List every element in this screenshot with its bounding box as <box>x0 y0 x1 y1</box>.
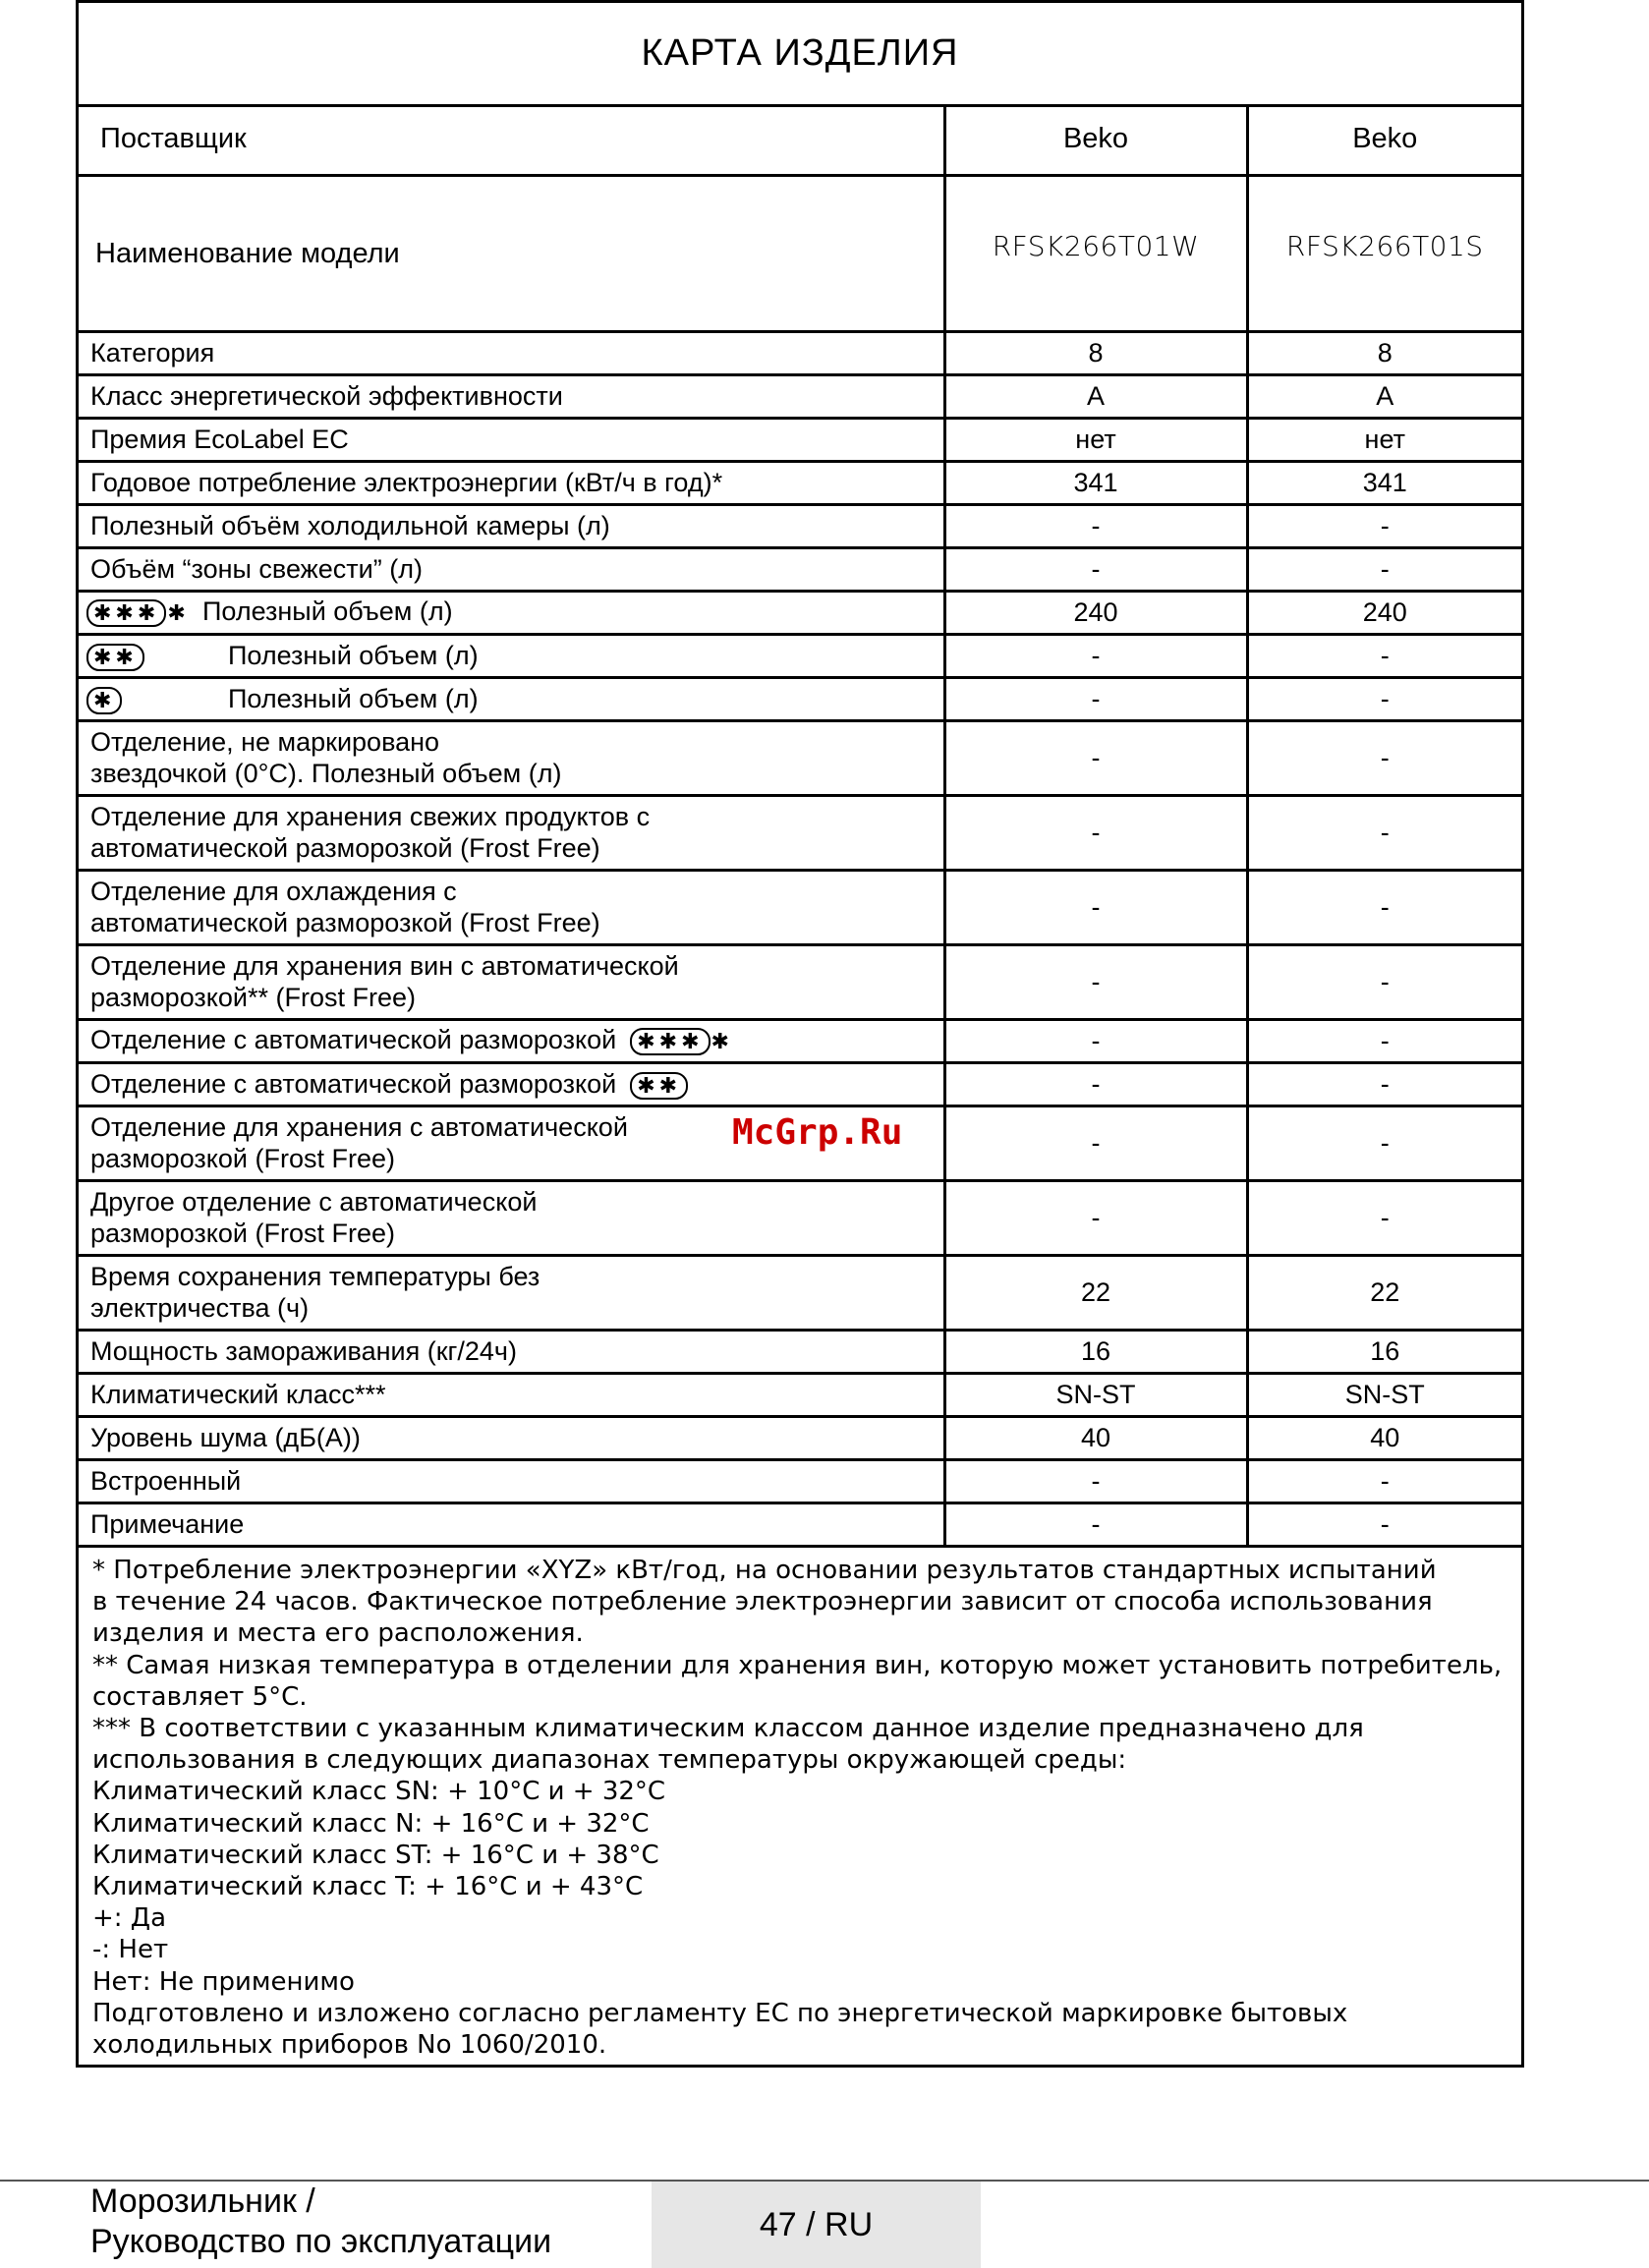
spec-value: - <box>1247 720 1521 795</box>
spec-value: SN-ST <box>944 1373 1247 1416</box>
spec-value: - <box>1247 1106 1521 1180</box>
spec-value: - <box>944 1106 1247 1180</box>
spec-label: Полезный объём холодильной камеры (л) <box>90 511 610 540</box>
star-tail-icon: ✱ <box>711 1028 729 1053</box>
spec-row <box>79 1255 1521 1330</box>
model-label: Наименование модели <box>79 175 944 331</box>
spec-value: - <box>944 1503 1247 1546</box>
product-card <box>76 0 1524 2068</box>
supplier-row <box>79 104 1521 175</box>
spec-value: 22 <box>1247 1255 1521 1330</box>
spec-label-cell <box>79 1062 944 1106</box>
spec-row <box>79 374 1521 418</box>
footnote-line: Климатический класс T: + 16°C и + 43°C <box>92 1872 644 1902</box>
spec-value: A <box>944 374 1247 418</box>
freezer-star-icon <box>86 683 189 714</box>
spec-label-cell <box>79 1255 944 1330</box>
spec-row <box>79 795 1521 870</box>
spec-label: Отделение для хранения с автоматической разморозкой (Frost Free) <box>90 1112 628 1173</box>
spec-row <box>79 1503 1521 1546</box>
spec-value: 8 <box>944 331 1247 374</box>
spec-label-cell <box>79 591 944 634</box>
spec-value: - <box>1247 870 1521 944</box>
spec-row <box>79 1330 1521 1373</box>
spec-label-cell <box>79 795 944 870</box>
page-number: 47 / RU <box>652 2182 981 2268</box>
spec-label-cell <box>79 504 944 547</box>
spec-row <box>79 1373 1521 1416</box>
spec-value: нет <box>944 418 1247 461</box>
spec-label-cell <box>79 944 944 1019</box>
spec-label: Отделение для хранения вин с автоматической разморозкой** (Frost Free) <box>90 951 679 1012</box>
spec-row <box>79 1062 1521 1106</box>
spec-value: - <box>1247 634 1521 677</box>
spec-label-cell <box>79 870 944 944</box>
spec-value: - <box>944 795 1247 870</box>
star-rating-icon: ✱✱ <box>86 644 144 671</box>
spec-label-cell <box>79 1503 944 1546</box>
supplier-value: Beko <box>944 104 1247 175</box>
spec-value: - <box>1247 944 1521 1019</box>
spec-label: Другое отделение с автоматической разморозкой (Frost Free) <box>90 1187 538 1248</box>
spec-label: Встроенный <box>90 1466 242 1496</box>
freezer-star-icon <box>86 640 189 671</box>
spec-row <box>79 418 1521 461</box>
card-title: КАРТА ИЗДЕЛИЯ <box>79 3 1521 107</box>
star-rating-icon: ✱✱ <box>630 1072 688 1100</box>
footnote-line: ** Самая низкая температура в отделении для хранения вин, которую может установить потребитель, <box>92 1650 1503 1680</box>
spec-row <box>79 677 1521 720</box>
spec-row <box>79 944 1521 1019</box>
spec-value: - <box>944 1180 1247 1255</box>
spec-label: Время сохранения температуры без электричества (ч) <box>90 1262 540 1323</box>
spec-label-cell <box>79 634 944 677</box>
spec-value: 22 <box>944 1255 1247 1330</box>
footer-line-1: Морозильник / <box>90 2183 315 2220</box>
footnote-line: *** В соответствии с указанным климатическим классом данное изделие предназначено для <box>92 1714 1364 1744</box>
spec-label-cell <box>79 1373 944 1416</box>
spec-label: Годовое потребление электроэнергии (кВт/ч в год)* <box>90 468 723 497</box>
freezer-star-icon <box>630 1069 688 1099</box>
spec-label-cell <box>79 677 944 720</box>
star-tail-icon: ✱ <box>167 599 186 625</box>
spec-label: Класс энергетической эффективности <box>90 381 563 411</box>
footnote-line: Климатический класс ST: + 16°C и + 38°C <box>92 1840 659 1870</box>
spec-row <box>79 1180 1521 1255</box>
spec-value: - <box>944 1459 1247 1503</box>
spec-value: - <box>944 547 1247 591</box>
spec-label-cell <box>79 1459 944 1503</box>
supplier-label: Поставщик <box>79 104 944 175</box>
footnote-line: Климатический класс SN: + 10°C и + 32°C <box>92 1777 666 1807</box>
footnote-line: в течение 24 часов. Фактическое потребление электроэнергии зависит от способа использования <box>92 1587 1433 1617</box>
spec-value: - <box>1247 547 1521 591</box>
footer-line-2: Руководство по эксплуатации <box>90 2223 552 2260</box>
spec-row <box>79 547 1521 591</box>
spec-value: - <box>1247 504 1521 547</box>
footnotes <box>79 1545 1521 2061</box>
spec-row <box>79 634 1521 677</box>
footnote-line: Нет: Не применимо <box>92 1966 355 1997</box>
spec-label: Отделение для хранения свежих продуктов с автоматической разморозкой (Frost Free) <box>90 802 651 863</box>
spec-value: 240 <box>944 591 1247 634</box>
spec-label: Уровень шума (дБ(A)) <box>90 1423 361 1452</box>
footnote-line: * Потребление электроэнергии «XYZ» кВт/год, на основании результатов стандартных испытаний <box>92 1556 1437 1585</box>
spec-label-cell <box>79 418 944 461</box>
spec-label-cell <box>79 374 944 418</box>
spec-value: - <box>1247 1019 1521 1062</box>
spec-value: нет <box>1247 418 1521 461</box>
spec-row <box>79 870 1521 944</box>
spec-value: 40 <box>1247 1416 1521 1459</box>
spec-label: Полезный объем (л) <box>202 596 453 627</box>
spec-value: - <box>1247 677 1521 720</box>
spec-table <box>79 104 1521 1548</box>
spec-value: - <box>944 1019 1247 1062</box>
spec-label-cell <box>79 1330 944 1373</box>
spec-value: 40 <box>944 1416 1247 1459</box>
footnote-line: Подготовлено и изложено согласно регламенту ЕС по энергетической маркировке бытовых <box>92 1998 1348 2028</box>
spec-value: 8 <box>1247 331 1521 374</box>
spec-label-cell <box>79 331 944 374</box>
spec-value: - <box>1247 1062 1521 1106</box>
star-rating-icon: ✱✱✱ <box>630 1028 710 1055</box>
footnote-line: холодильных приборов No 1060/2010. <box>92 2030 607 2061</box>
spec-value: 240 <box>1247 591 1521 634</box>
spec-row <box>79 504 1521 547</box>
footnote-line: -: Нет <box>92 1935 169 1965</box>
freezer-star-icon <box>86 595 189 629</box>
spec-label: Отделение для охлаждения с автоматической разморозкой (Frost Free) <box>90 877 600 937</box>
spec-value: - <box>944 944 1247 1019</box>
spec-row <box>79 720 1521 795</box>
star-rating-icon: ✱ <box>86 687 122 714</box>
spec-value: - <box>1247 1459 1521 1503</box>
spec-value: 16 <box>944 1330 1247 1373</box>
spec-value: - <box>944 870 1247 944</box>
spec-row <box>79 461 1521 504</box>
spec-label: Объём “зоны свежести” (л) <box>90 554 423 584</box>
spec-label-cell <box>79 1416 944 1459</box>
footnote-line: использования в следующих диапазонах температуры окружающей среды: <box>92 1745 1127 1776</box>
spec-label: Отделение, не маркировано звездочкой (0°C). Полезный объем (л) <box>90 727 562 788</box>
spec-row <box>79 1019 1521 1062</box>
spec-value: - <box>944 504 1247 547</box>
spec-label: Полезный объем (л) <box>228 641 479 670</box>
spec-value: 341 <box>1247 461 1521 504</box>
spec-row <box>79 1459 1521 1503</box>
spec-label-cell <box>79 461 944 504</box>
spec-value: A <box>1247 374 1521 418</box>
spec-label: Отделение с автоматической разморозкой <box>90 1025 617 1055</box>
spec-value: 16 <box>1247 1330 1521 1373</box>
footnote-line: изделия и места его расположения. <box>92 1618 584 1649</box>
footnote-line: составляет 5°C. <box>92 1681 308 1712</box>
footer-doc-title <box>90 2180 551 2262</box>
spec-value: - <box>944 677 1247 720</box>
spec-label: Примечание <box>90 1509 245 1539</box>
spec-label-cell <box>79 720 944 795</box>
spec-label-cell <box>79 1180 944 1255</box>
spec-value: - <box>1247 1503 1521 1546</box>
spec-label-cell <box>79 1019 944 1062</box>
spec-value: - <box>944 720 1247 795</box>
spec-label-cell <box>79 547 944 591</box>
spec-value: - <box>944 634 1247 677</box>
spec-label: Климатический класс*** <box>90 1380 386 1409</box>
spec-row <box>79 1416 1521 1459</box>
supplier-value: Beko <box>1247 104 1521 175</box>
footnote-line: Климатический класс N: + 16°C и + 32°C <box>92 1808 650 1839</box>
spec-value: SN-ST <box>1247 1373 1521 1416</box>
spec-value: - <box>1247 795 1521 870</box>
spec-label: Премия EcoLabel EC <box>90 425 349 454</box>
model-value: RFSK266T01W <box>944 175 1247 331</box>
spec-value: - <box>1247 1180 1521 1255</box>
spec-row <box>79 331 1521 374</box>
freezer-star-icon <box>630 1025 729 1054</box>
spec-label: Отделение с автоматической разморозкой <box>90 1069 617 1099</box>
spec-label: Категория <box>90 338 215 368</box>
model-value: RFSK266T01S <box>1247 175 1521 331</box>
spec-value: 341 <box>944 461 1247 504</box>
spec-value: - <box>944 1062 1247 1106</box>
model-row <box>79 175 1521 331</box>
footnote-line: +: Да <box>92 1903 167 1934</box>
watermark: McGrp.Ru <box>732 1112 903 1153</box>
spec-row <box>79 591 1521 634</box>
spec-label: Полезный объем (л) <box>228 684 479 713</box>
star-rating-icon: ✱✱✱ <box>86 599 166 627</box>
spec-label: Мощность замораживания (кг/24ч) <box>90 1336 517 1366</box>
